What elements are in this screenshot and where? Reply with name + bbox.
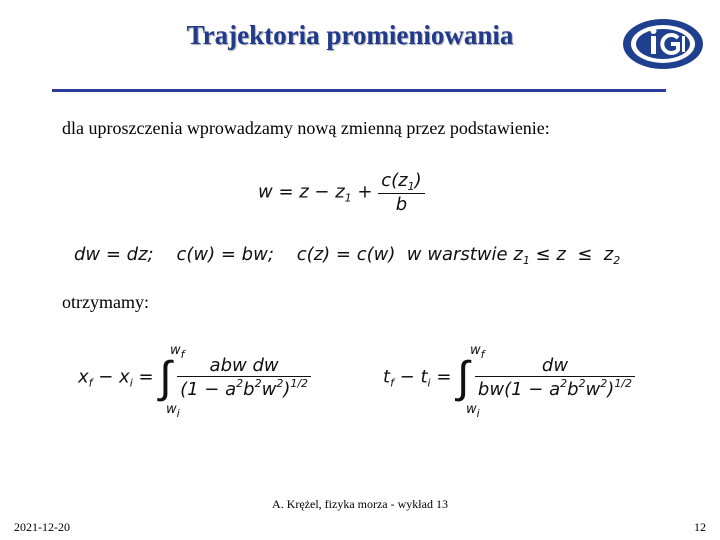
title-rule — [52, 89, 666, 92]
result-label: otrzymamy: — [62, 292, 149, 312]
integral-t-lower-limit: $w_i$ — [466, 402, 480, 420]
slide-date: 2021-12-20 — [14, 520, 70, 534]
substitution-equation: $w = z - z_1$ + $\frac{c(z_1)}{b}$ — [258, 170, 425, 215]
integral-x-upper-limit: $w_f$ — [170, 343, 185, 361]
differential-equation-line: dw = dz; c(w) = bw; c(z) = c(w) w warstwie $z_1 \le z \le z_2$ — [74, 244, 621, 267]
integral-x-equation: $x_f - x_i$ = ∫ $\frac{\text{abw dw}}{(1 - a^2b^2w^2)^{1/2}}$ — [78, 352, 311, 403]
page-number: 12 — [694, 520, 706, 534]
slide-footer: A. Krężel, fizyka morza - wykład 13 — [272, 497, 448, 511]
integral-t-upper-limit: $w_f$ — [470, 343, 485, 361]
institute-logo-icon — [620, 14, 706, 74]
integral-t-equation: $t_f - t_i$ = ∫ $\frac{dw}{bw(1 - a^2b^2w^2)^{1/2}}$ — [383, 352, 635, 403]
integral-x-lower-limit: $w_i$ — [166, 402, 180, 420]
slide-title: Trajektoria promieniowania — [186, 20, 514, 50]
intro-text: dla uproszczenia wprowadzamy nową zmienną przez podstawienie: — [62, 118, 550, 138]
